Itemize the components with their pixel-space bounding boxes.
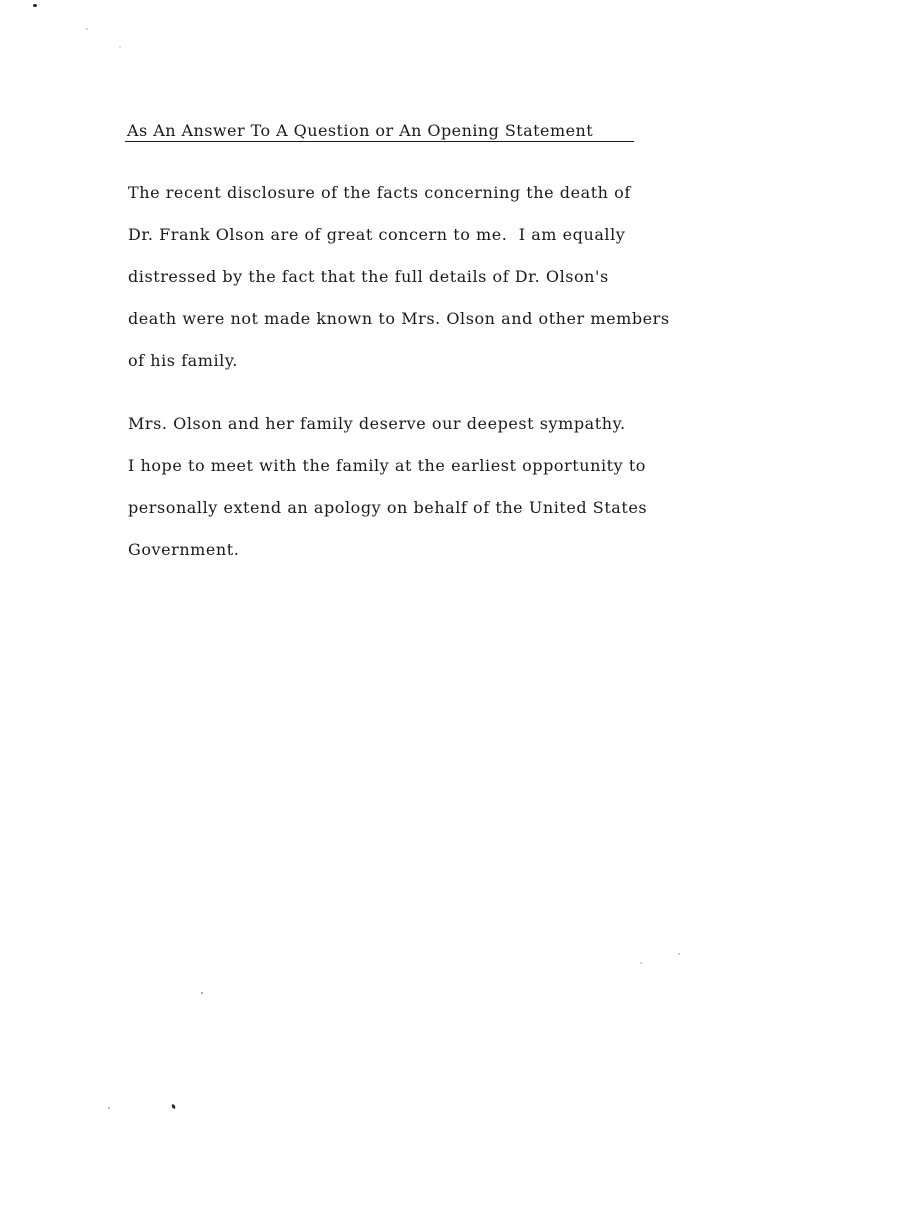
document-heading: As An Answer To A Question or An Opening Statement (127, 121, 594, 140)
paragraph-line: death were not made known to Mrs. Olson and other members (128, 309, 670, 328)
paragraph-1 (128, 172, 728, 382)
paragraph-line: The recent disclosure of the facts concerning the death of (128, 183, 631, 202)
paragraph-line: personally extend an apology on behalf of the United States (128, 498, 648, 517)
scan-speck (678, 953, 680, 955)
paragraph-line: I hope to meet with the family at the earliest opportunity to (128, 456, 646, 475)
scan-speck (640, 962, 642, 964)
paragraph-line: Mrs. Olson and her family deserve our deepest sympathy. (128, 414, 626, 433)
scan-speck (108, 1107, 110, 1109)
scan-speck (201, 992, 203, 994)
scan-speck (171, 1104, 176, 1110)
paragraph-line: of his family. (128, 351, 238, 370)
paragraph-line: Government. (128, 540, 240, 559)
heading-underline (125, 141, 634, 142)
scan-speck (119, 46, 121, 48)
paragraph-2 (128, 403, 728, 571)
paragraph-line: distressed by the fact that the full details of Dr. Olson's (128, 267, 609, 286)
paragraph-line: Dr. Frank Olson are of great concern to me. I am equally (128, 225, 626, 244)
scan-speck (33, 4, 37, 7)
scan-speck (86, 28, 88, 30)
